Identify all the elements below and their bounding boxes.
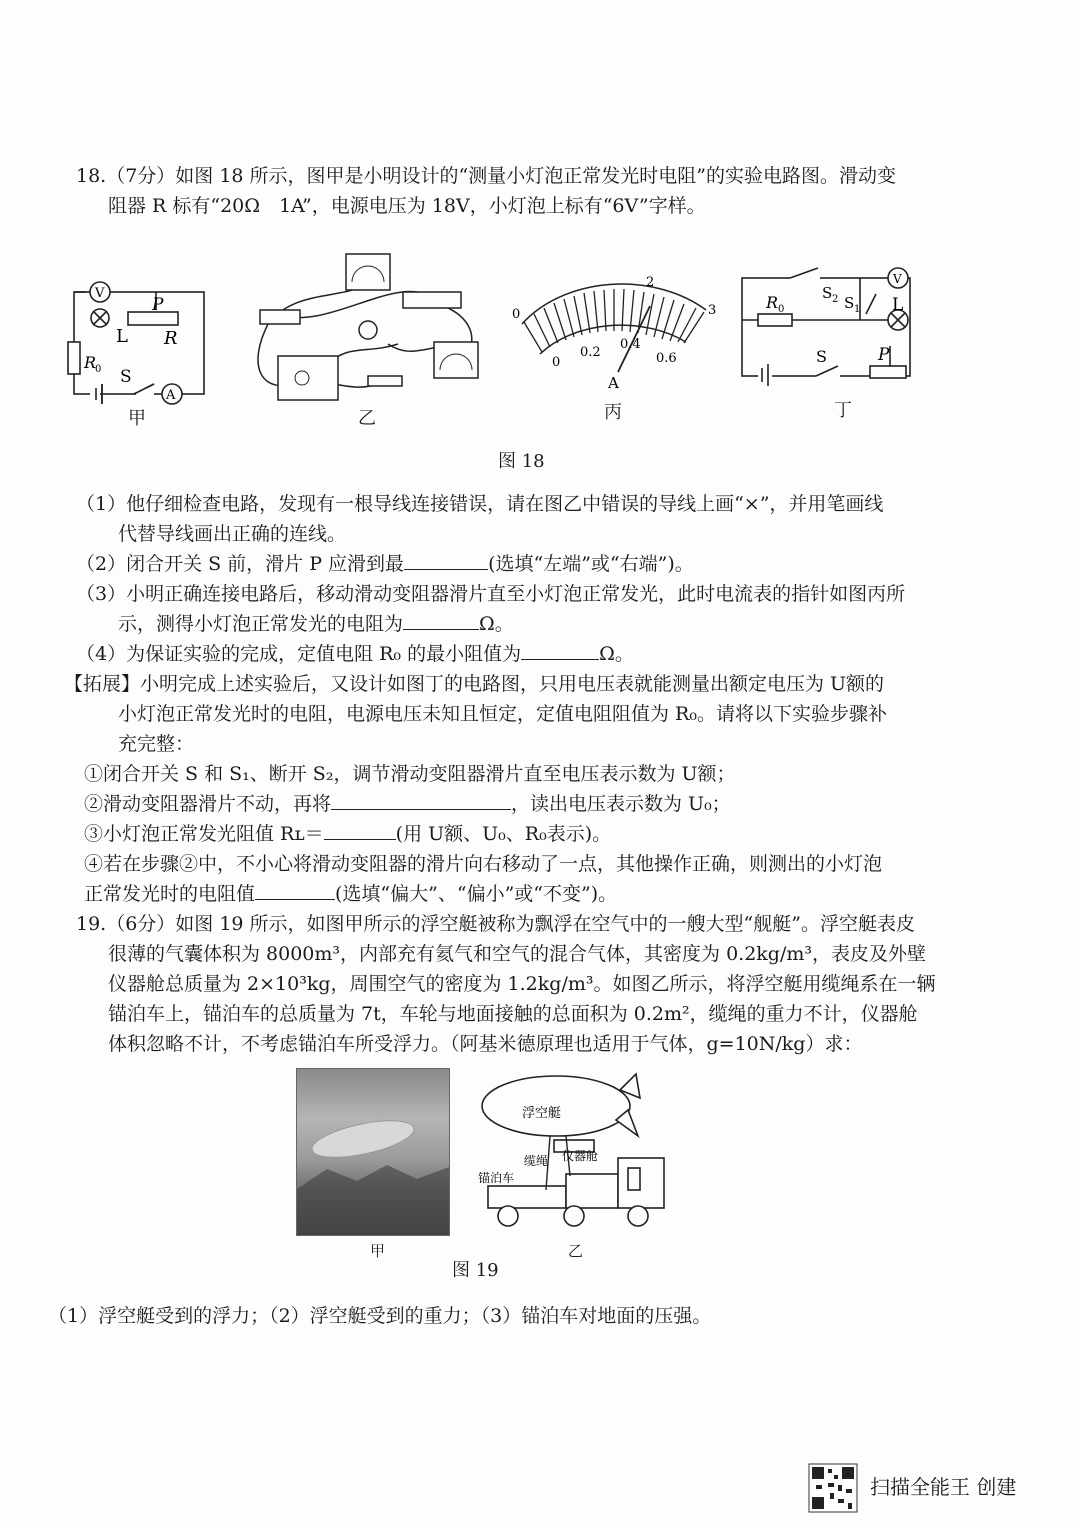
figure-18-bing-label: 丙	[604, 402, 622, 423]
svg-text:R: R	[164, 328, 178, 349]
svg-text:S: S	[816, 347, 827, 366]
figure-18-yi-label: 乙	[358, 408, 376, 429]
q18-step1: ①闭合开关 S 和 S₁、断开 S₂，调节滑动变阻器滑片直至电压表示数为 U额；	[84, 763, 736, 785]
figure-19-jia-label: 甲	[370, 1242, 386, 1260]
figure-19-jia-photo	[296, 1068, 450, 1236]
q18-intro-line1: 18.（7分）如图 18 所示，图甲是小明设计的“测量小灯泡正常发光时电阻”的实验电路图。滑动变	[76, 165, 896, 187]
q19-questions: （1）浮空艇受到的浮力；（2）浮空艇受到的重力；（3）锚泊车对地面的压强。	[48, 1305, 712, 1327]
figure-18-ding-label: 丁	[834, 400, 852, 421]
q18-step3: ③小灯泡正常发光阻值 Rʟ＝ (用 U额、U₀、R₀表示)。	[84, 823, 612, 845]
svg-text:V: V	[95, 286, 105, 301]
label-truck: 锚泊车	[478, 1171, 515, 1185]
q18-intro-line2: 阻器 R 标有“20Ω 1A”，电源电压为 18V，小灯泡上标有“6V”字样。	[108, 195, 706, 217]
q18-p2: （2）闭合开关 S 前，滑片 P 应滑到最 (选填“左端”或“右端”)。	[76, 553, 694, 575]
svg-text:1: 1	[854, 304, 861, 315]
qr-code-icon	[808, 1463, 860, 1513]
ammeter-outer-0: 0	[512, 307, 521, 322]
svg-text:0: 0	[95, 364, 102, 375]
svg-text:P: P	[152, 295, 164, 315]
figure-18-yi	[238, 244, 498, 404]
figure-18-jia-label: 甲	[128, 408, 146, 429]
q19-line5: 体积忽略不计，不考虑锚泊车所受浮力。（阿基米德原理也适用于气体，g=10N/kg）求：	[108, 1033, 863, 1055]
svg-text:A: A	[166, 388, 176, 403]
q18-step4-line2: 正常发光时的电阻值 (选填“偏大”、“偏小”或“不变”)。	[84, 883, 618, 905]
svg-text:R: R	[84, 353, 97, 372]
answer-blank-step4[interactable]	[255, 881, 335, 900]
figure-18-bing-ammeter	[500, 262, 730, 392]
answer-blank-step2[interactable]	[331, 791, 511, 810]
label-pod: 仪器舱	[562, 1149, 599, 1163]
q18-step2: ②滑动变阻器滑片不动，再将 ，读出电压表示数为 U₀；	[84, 793, 731, 815]
ammeter-tick-2: 0.4	[620, 337, 641, 352]
ammeter-tick-0: 0	[552, 355, 561, 370]
answer-blank-step3[interactable]	[324, 821, 396, 840]
answer-blank-p2[interactable]	[404, 551, 488, 570]
q18-ext-line1: 【拓展】小明完成上述实验后，又设计如图丁的电路图，只用电压表就能测量出额定电压为 U额的	[64, 673, 885, 695]
ammeter-tick-1: 0.2	[580, 345, 601, 360]
figure-18-ding	[730, 262, 920, 386]
svg-text:V: V	[893, 272, 902, 286]
answer-blank-p3[interactable]	[403, 611, 479, 630]
q18-p3-line2: 示，测得小灯泡正常发光的电阻为 Ω。	[118, 613, 514, 635]
svg-text:0: 0	[778, 304, 785, 315]
svg-text:S: S	[844, 294, 855, 312]
q19-line2: 很薄的气囊体积为 8000m³，内部充有氦气和空气的混合气体，其密度为 0.2kg/m³，表皮及外壁	[108, 943, 926, 965]
answer-blank-p4[interactable]	[521, 641, 599, 660]
q19-line4: 锚泊车上，锚泊车的总质量为 7t，车轮与地面接触的总面积为 0.2m²，缆绳的重力不计，仪器舱	[108, 1003, 918, 1025]
q18-ext-line3: 充完整：	[118, 733, 195, 755]
svg-text:S: S	[822, 284, 833, 302]
svg-text:L: L	[116, 326, 128, 347]
svg-text:R: R	[766, 293, 779, 312]
svg-text:L: L	[892, 295, 904, 315]
q18-p1-line2: 代替导线画出正确的连线。	[118, 523, 347, 545]
svg-text:S: S	[120, 367, 132, 387]
label-cable: 缆绳	[524, 1154, 549, 1168]
q18-p3-line1: （3）小明正确连接电路后，移动滑动变阻器滑片直至小灯泡正常发光，此时电流表的指针如图丙所	[76, 583, 906, 605]
ammeter-tick-3: 0.6	[656, 351, 677, 366]
label-airship: 浮空艇	[522, 1106, 562, 1121]
ammeter-outer-2: 2	[646, 275, 655, 290]
scanner-watermark	[808, 1463, 1048, 1513]
q18-p4: （4）为保证实验的完成，定值电阻 R₀ 的最小阻值为 Ω。	[76, 643, 634, 665]
figure-19-caption: 图 19	[452, 1260, 499, 1281]
q19-line3: 仪器舱总质量为 2×10³kg，周围空气的密度为 1.2kg/m³。如图乙所示，将浮空艇用缆绳系在一辆	[108, 973, 936, 995]
ammeter-outer-3: 3	[708, 303, 717, 318]
ammeter-unit: A	[608, 374, 619, 392]
figure-19-yi-label: 乙	[568, 1242, 584, 1260]
q18-step4-line1: ④若在步骤②中，不小心将滑动变阻器的滑片向右移动了一点，其他操作正确，则测出的小灯泡	[84, 853, 883, 875]
svg-text:P: P	[878, 345, 890, 365]
figure-19-yi	[470, 1070, 690, 1240]
svg-text:2: 2	[832, 294, 839, 305]
q18-p1-line1: （1）他仔细检查电路，发现有一根导线连接错误，请在图乙中错误的导线上画“×”，并用笔画线	[76, 493, 884, 515]
figure-18-caption: 图 18	[498, 451, 545, 472]
q19-line1: 19.（6分）如图 19 所示，如图甲所示的浮空艇被称为飘浮在空气中的一艘大型“舰艇”。浮空艇表皮	[76, 913, 915, 935]
watermark-text: 扫描全能王 创建	[870, 1475, 1017, 1499]
q18-ext-line2: 小灯泡正常发光时的电阻，电源电压未知且恒定，定值电阻阻值为 R₀。请将以下实验步骤补	[118, 703, 887, 725]
